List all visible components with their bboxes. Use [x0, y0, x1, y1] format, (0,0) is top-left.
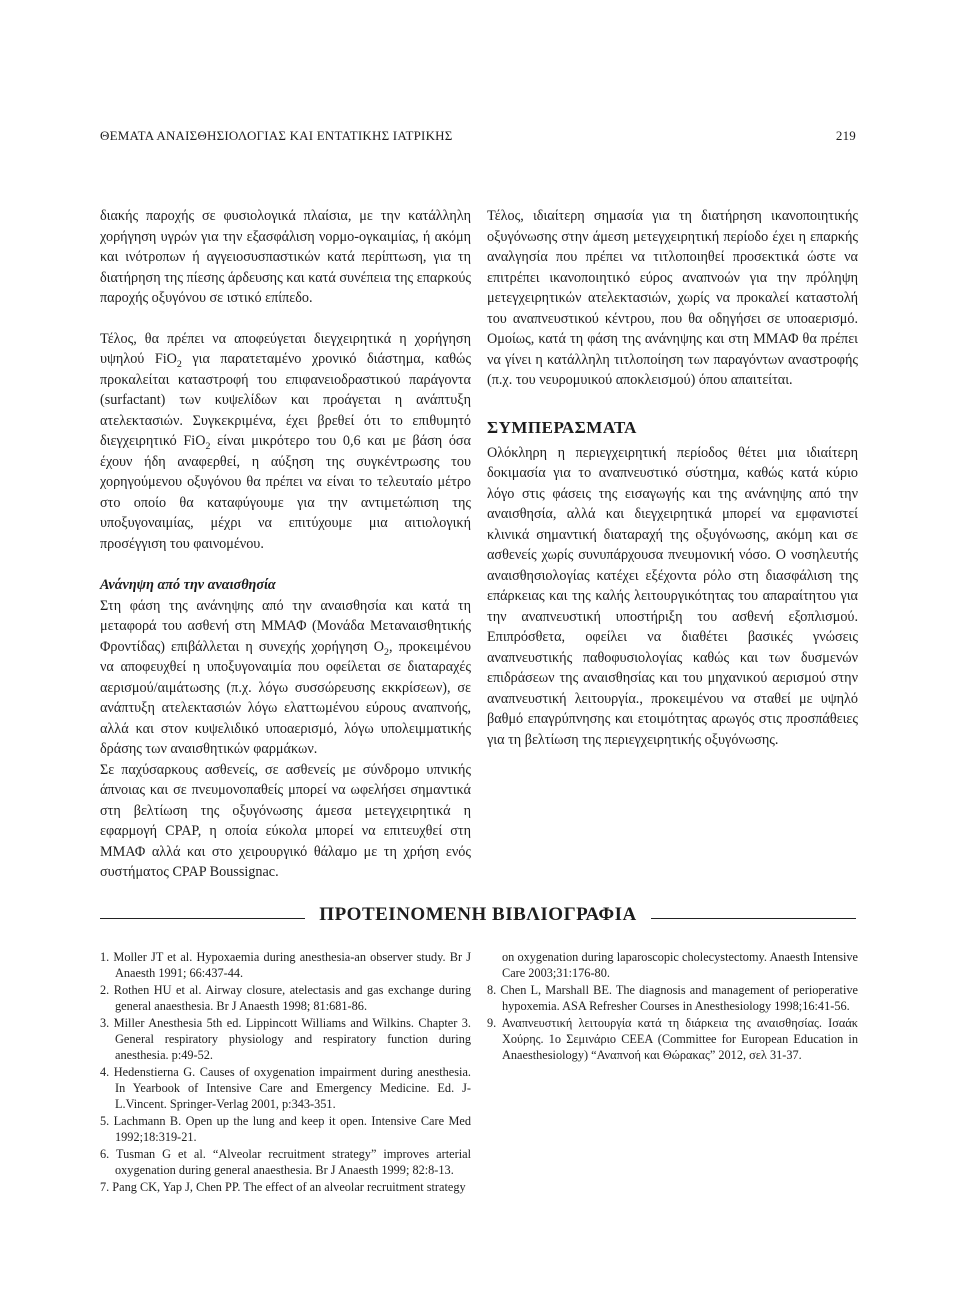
- paragraph: διακής παροχής σε φυσιολογικά πλαίσια, με την κατάλληλη χορήγηση υγρών για την εξασφάλιση νορμο-ογκαιμίας, ή ακόμη και ινότροπων ή αγγειοσυσπαστικών κατά περίπτωση, για τη διατήρηση της πίεσης άρδευσης και κατά συνέπεια της επαρκούς παροχής οξυγόνου σε ιστικό επίπεδο.: [100, 208, 471, 306]
- paragraph: Τέλος, θα πρέπει να αποφεύγεται διεγχειρητικά η χορήγηση υψηλού FiO$_2$ για παρατεταμένο χρονικό διάστημα, καθώς προκαλείται καταστροφή του επιφανειοδραστικού παράγοντα (surfactant) των κυψελίδων και προάγεται η ανάπτυξη ατελεκτασιών. Συγκεκριμένα, έχει βρεθεί ότι το επιθυμητό διεγχειρητικό FiO$_2$ είναι μικρότερο του 0,6 και με βάση όσα έχουν ήδη αναφερθεί, η αύξηση της συγκέντρωσης του χορηγούμενου οξυγόνου θα πρέπει να είναι το τελευταίο μέτρο στο οποίο θα καταφύγουμε για την αντιμετώπιση της υποξυγοναιμίας, μέχρι να επιτύχουμε μια αιτιολογική προσέγγιση του φαινομένου.: [100, 330, 471, 552]
- reference-item: 3. Miller Anesthesia 5th ed. Lippincott Williams and Wilkins. Chapter 3. General respiratory physiology and respiratory function during anesthesia. p:49-52.: [100, 1015, 471, 1063]
- left-column: [100, 206, 471, 883]
- reference-item: 6. Tusman G et al. “Alveolar recruitment strategy” improves arterial oxygenation during general anaesthesia. Br J Anaesth 1999; 82:8-13.: [100, 1146, 471, 1178]
- paragraph: Ολόκληρη η περιεγχειρητική περίοδος θέτει μια ιδιαίτερη δοκιμασία για το αναπνευστικό σύστημα, καθώς κατά κύριο λόγο στις φάσεις της εισαγωγής και της ανάνηψης από την αναισθησία, αλλά και διεγχειρητικά μπορεί να εμφανιστεί κλινικά σημαντική διαταραχή της οξυγόνωσης, ακόμη και σε ασθενείς χωρίς συνυπάρχουσα πνευμονική νόσο. Ο νοσηλευτής αναισθησιολογίας κατέχει εξέχοντα ρόλο στη διασφάλιση της επάρκειας και της καλής λειτουργικότητας του απαραίτητου για την αναπνευστική υποστήριξη του ασθενή εξοπλισμού. Επιπρόσθετα, οφείλει να διαθέτει βασικές γνώσεις αναπνευστικής παθοφυσιολογίας καθώς και των δυσμενών επιδράσεων της αναισθησίας και του μηχανικού αερισμού στην αναπνευστική λειτουργία., προκειμένου να σταθεί με υψηλό βαθμό επαγρύπνησης και ετοιμότητας αρωγός στις προσπάθειες για τη βελτίωση της περιεγχειρητικής οξυγόνωσης.: [487, 444, 858, 748]
- paragraph: Τέλος, ιδιαίτερη σημασία για τη διατήρηση ικανοποιητικής οξυγόνωσης στην άμεση μετεγχειρητική περίοδο έχει η επαρκής αναλγησία που πρέπει να τιτλοποιηθεί προσεκτικά ώστε να επιτρέπει ικανοποιητικό εύρος αναπνοών για την πρόληψη μετεγχειρητικών ατελεκτασιών, χωρίς να προκαλεί καταστολή του αναπνευστικού κέντρου, που θα οδηγήσει σε υποαερισμό. Ομοίως, κατά τη φάση της ανάνηψης και στη ΜΜΑΦ θα πρέπει να γίνει η κατάλληλη τιτλοποίηση των παραγόντων αναστροφής (π.χ. του νευρομυικού αποκλεισμού) όπου απαιτείται.: [487, 208, 858, 388]
- page-number: 219: [835, 128, 856, 143]
- subheading-recovery: Ανάνηψη από την αναισθησία: [100, 577, 276, 593]
- reference-item: 4. Hedenstierna G. Causes of oxygenation impairment during anesthesia. In Yearbook of Intensive Care and Emergency Medicine. Ed. J-L.Vincent. Springer-Verlag 2001, p:343-351.: [100, 1064, 471, 1112]
- paragraph: Στη φάση της ανάνηψης από την αναισθησία και κατά τη μεταφορά του ασθενή στη ΜΜΑΦ (Μονάδα Μεταναισθητικής Φροντίδας) επιβάλλεται η συνεχής χορήγηση $O_2$, προκειμένου να αποφευχθεί η υποξυγοναιμία που οφείλεται σε διαταραχές αερισμού/αιμάτωσης (π.χ. λόγω συσσώρευσης εκκρίσεων), σε ανάπτυξη ατελεκτασιών λόγω ελαττωμένου εύρους αναπνοής, αλλά και στον κυψελιδικό υποαερισμό, λόγω υπολειμματικής δράσης των αναισθητικών φαρμάκων.: [100, 597, 471, 757]
- reference-item: 5. Lachmann B. Open up the lung and keep it open. Intensive Care Med 1992;18:319-21.: [100, 1114, 471, 1145]
- reference-item-continuation: on oxygenation during laparoscopic cholecystectomy. Anaesth Intensive Care 2003;31:176-80.: [502, 950, 858, 981]
- reference-item: 2. Rothen HU et al. Airway closure, atelectasis and gas exchange during general anaesthesia. Br J Anaesth 1998; 81:681-86.: [100, 982, 471, 1014]
- subscript: 2: [176, 358, 182, 370]
- right-column: [487, 206, 858, 750]
- section-title-conclusions: ΣΥΜΠΕΡΑΣΜΑΤΑ: [487, 417, 637, 437]
- reference-item: 7. Pang CK, Yap J, Chen PP. The effect of an alveolar recruitment strategy: [100, 1179, 466, 1194]
- paragraph: Σε παχύσαρκους ασθενείς, σε ασθενείς με σύνδρομο υπνικής άπνοιας και σε πνευμονοπαθείς μπορεί να ωφελήσει σημαντικά στη βελτίωση της οξυγόνωσης άμεσα μετεγχειρητικά η εφαρμογή CPAP, η οποία εύκολα μπορεί να επιτευχθεί στη ΜΜΑΦ αλλά και στο χειρουργικό θάλαμο με τη χρήση ενός συστήματος CPAP Boussignac.: [100, 761, 471, 880]
- references-left-list: [100, 949, 471, 1196]
- subscript: 2: [205, 440, 211, 452]
- reference-item: 8. Chen L, Marshall BE. The diagnosis and management of perioperative hypoxemia. ASA Refresher Courses in Anesthesiology 1998;16:41-56.: [487, 982, 858, 1014]
- journal-title: ΘΕΜΑΤΑ ΑΝΑΙΣΘΗΣΙΟΛΟΓΙΑΣ ΚΑΙ ΕΝΤΑΤΙΚΗΣ ΙΑΤΡΙΚΗΣ: [100, 128, 453, 143]
- references-title: ΠΡΟΤΕΙΝΟΜΕΝΗ ΒΙΒΛΙΟΓΡΑΦΙΑ: [100, 904, 856, 926]
- subscript: 2: [384, 646, 389, 658]
- references-right-list: [487, 949, 858, 1064]
- running-header: [100, 128, 856, 144]
- reference-item: 1. Moller JT et al. Hypoxaemia during anesthesia-an observer study. Br J Anaesth 1991; 66:437-44.: [100, 950, 471, 981]
- reference-item: 9. Αναπνευστική λειτουργία κατά τη διάρκεια της αναισθησίας. Ισαάκ Χούρης. 1ο Σεμινάριο CEEA (Committee for European Education in Anaesthesiology) “Αναπνοή και Θώρακας” 2012, σελ 31-37.: [487, 1015, 858, 1063]
